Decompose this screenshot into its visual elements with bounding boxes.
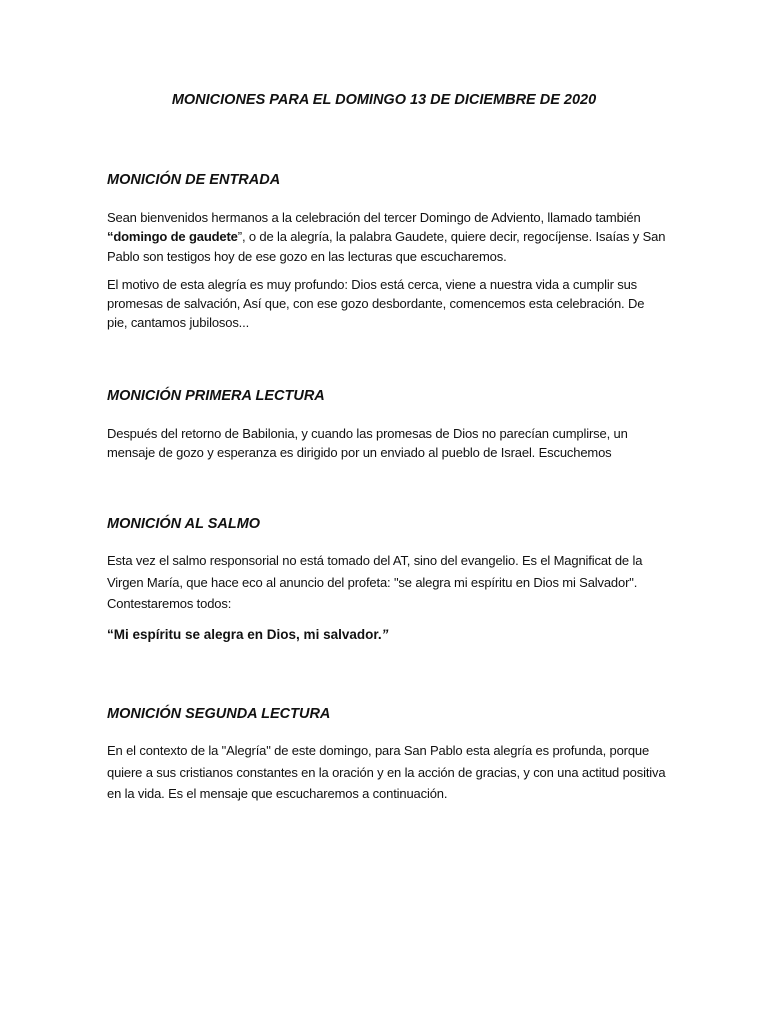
heading-segunda-lectura: MONICIÓN SEGUNDA LECTURA [107,706,331,722]
paragraph-entrada-1 [107,208,667,266]
paragraph-segunda-lectura: En el contexto de la "Alegría" de este domingo, para San Pablo esta alegría es profunda, porque quiere a sus cristianos constantes en la oración y en la acción de gracias, y con una actitud positiva en la vida. Es el mensaje que escucharemos a continuación. [107,743,666,801]
paragraph-entrada-1-bold: “domingo de gaudete [107,229,238,245]
section-primera-lectura [107,387,667,463]
salmo-response-close: ” [381,626,389,642]
salmo-response [107,626,667,644]
paragraph-entrada-2: El motivo de esta alegría es muy profundo: Dios está cerca, viene a nuestra vida a cumplir sus promesas de salvación, Así que, con ese gozo desbordante, comencemos esta celebración. De pie, cantamos jubilosos... [107,276,645,331]
paragraph-entrada-1-end: ”, o de la alegría, la palabra Gaudete, quiere decir, regocíjense. Isaías y San Pablo son testigos hoy de ese gozo en las lecturas que escucharemos. [107,229,666,264]
document-title: MONICIONES PARA EL DOMINGO 13 DE DICIEMBRE DE 2020 [171,92,597,108]
heading-primera-lectura: MONICIÓN PRIMERA LECTURA [107,388,325,404]
heading-salmo: MONICIÓN AL SALMO [107,516,261,532]
heading-entrada: MONICIÓN DE ENTRADA [107,172,281,188]
paragraph-entrada-1-start: Sean bienvenidos hermanos a la celebración del tercer Domingo de Adviento, llamado también [107,210,641,225]
section-segunda-lectura [107,705,667,805]
section-salmo [107,515,667,644]
paragraph-salmo: Esta vez el salmo responsorial no está tomado del AT, sino del evangelio. Es el Magnificat de la Virgen María, que hace eco al anuncio del profeta: "se alegra mi espíritu en Dios mi Salvador". Contestaremos todos: [107,553,643,611]
paragraph-primera-lectura: Después del retorno de Babilonia, y cuando las promesas de Dios no parecían cumplirse, un mensaje de gozo y esperanza es dirigido por un enviado al pueblo de Israel. Escuchemos [107,426,628,461]
salmo-response-text: “Mi espíritu se alegra en Dios, mi salvador. [107,626,382,642]
section-entrada [107,171,667,333]
